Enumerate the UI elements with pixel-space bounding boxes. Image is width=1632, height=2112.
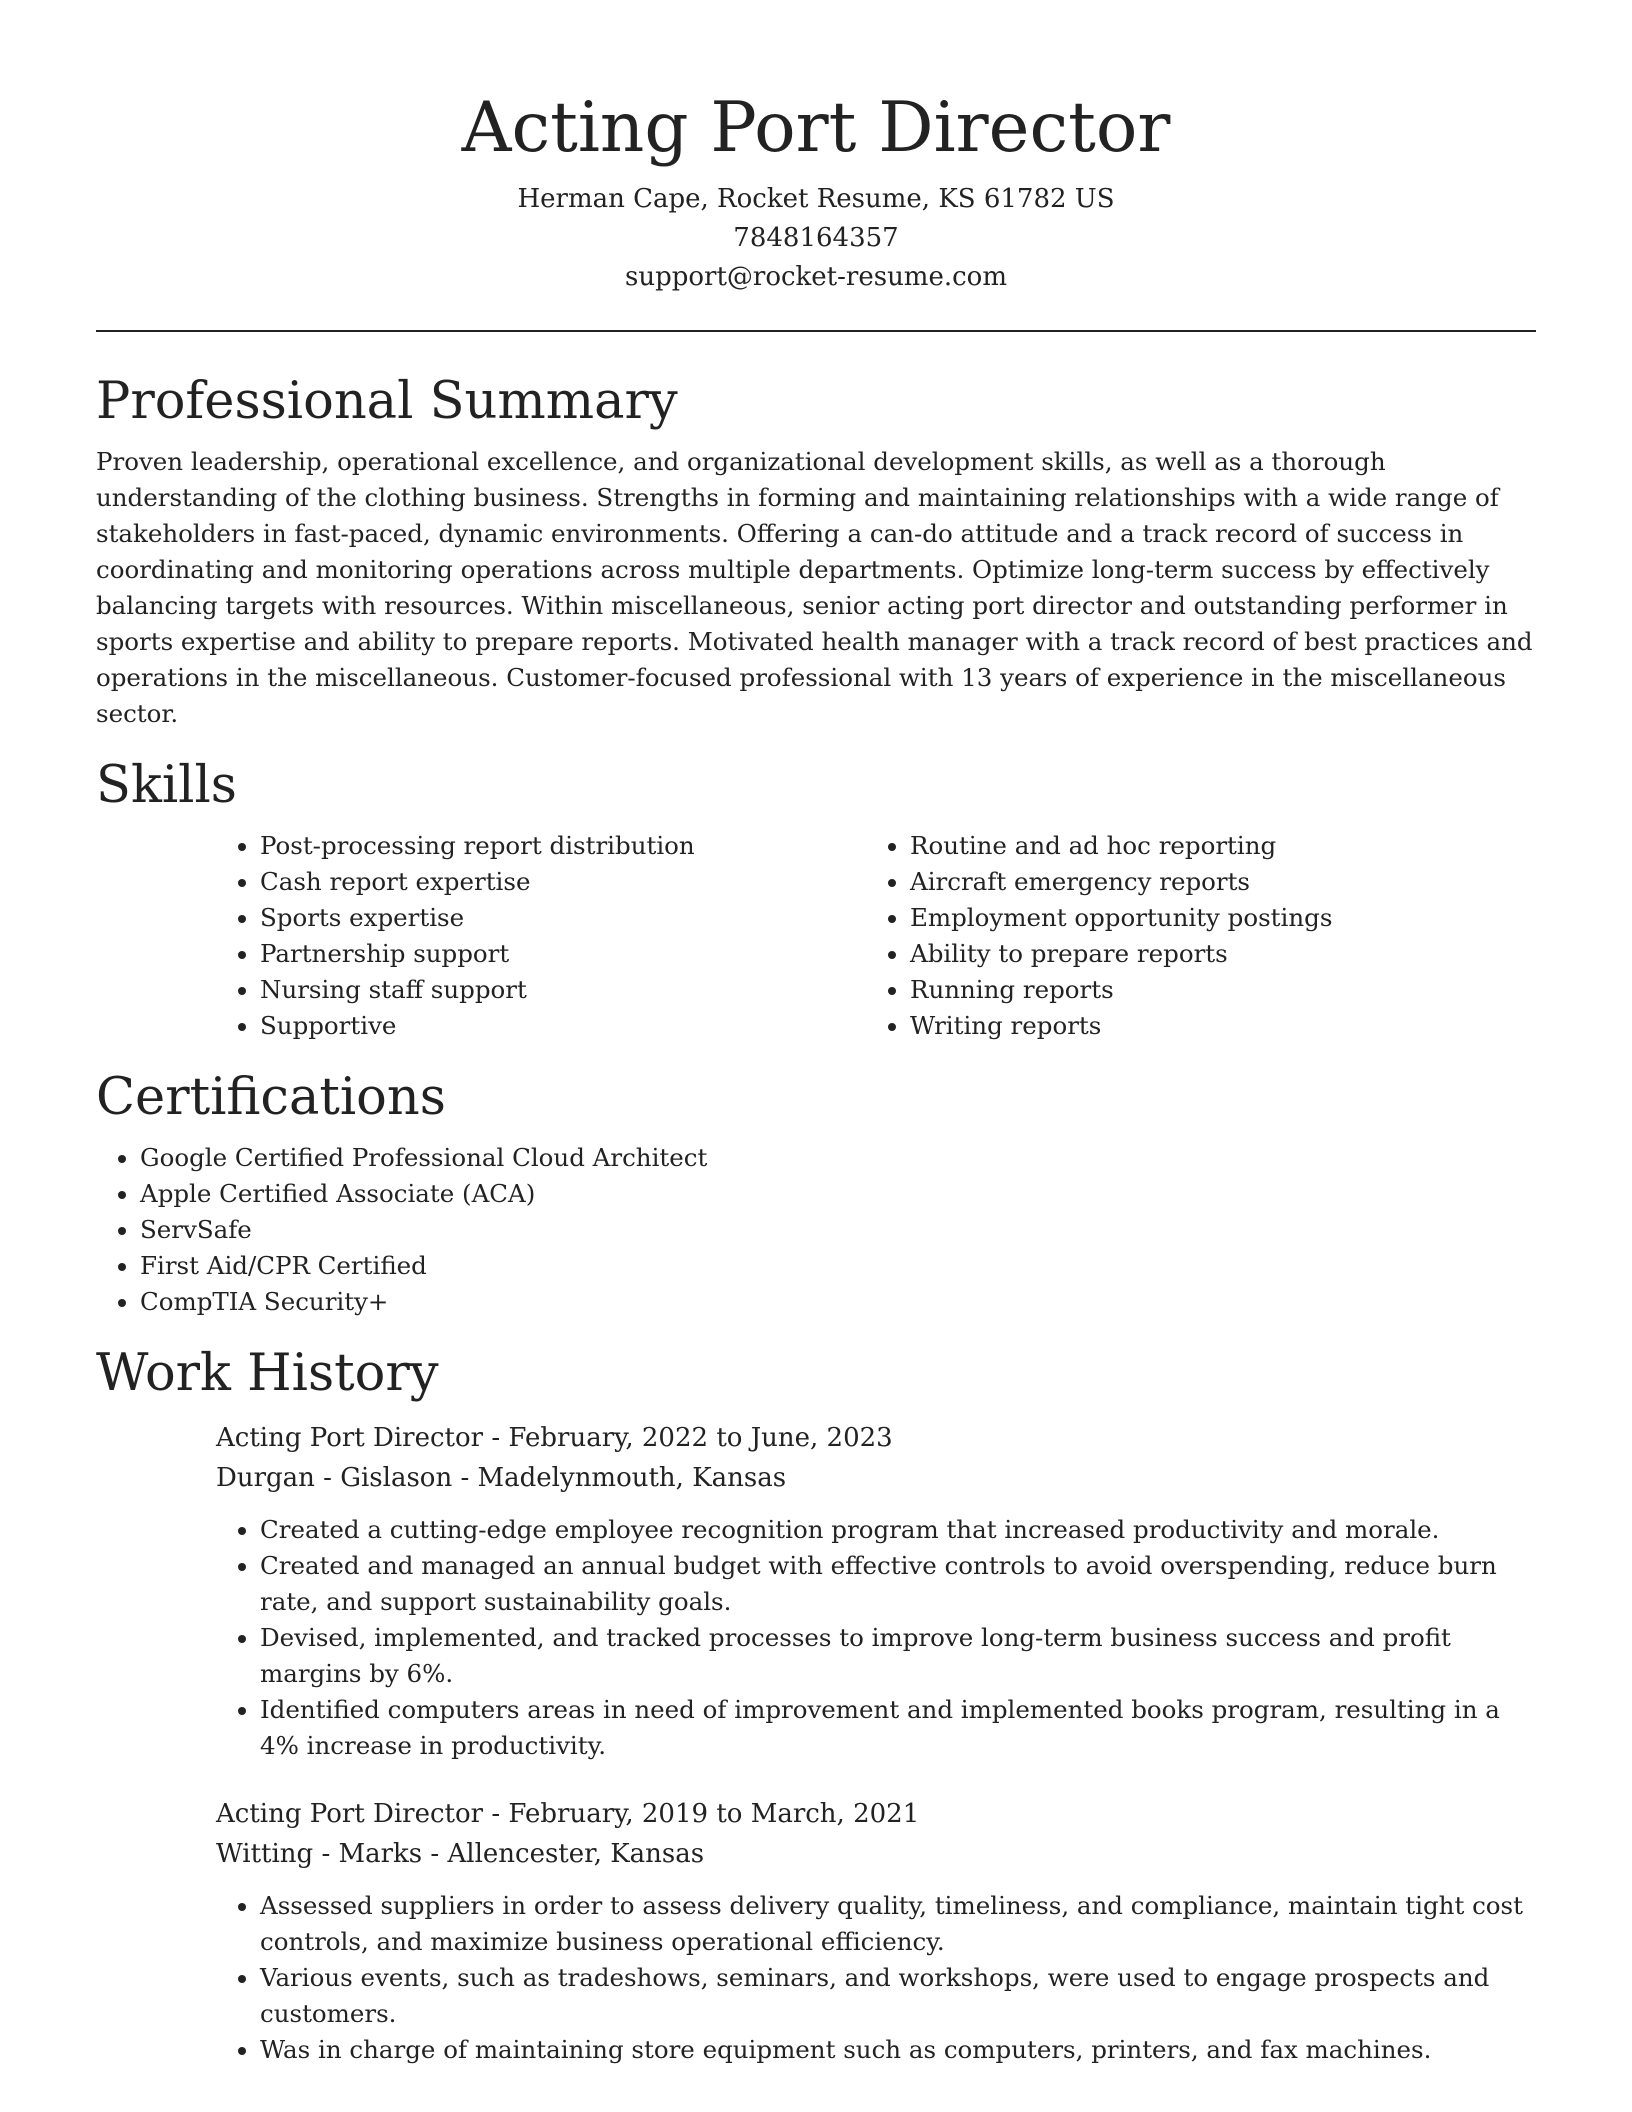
job-title: Acting Port Director bbox=[216, 1799, 484, 1829]
work-history-section bbox=[96, 1342, 1536, 2068]
job-title-line bbox=[216, 1794, 1536, 1834]
resume-header bbox=[96, 0, 1536, 297]
skill-item: • Sports expertise bbox=[260, 900, 866, 936]
skills-grid bbox=[216, 828, 1536, 1044]
certification-item: • ServSafe bbox=[140, 1212, 1536, 1248]
job-duty: • Created and managed an annual budget with effective controls to avoid overspending, reduce burn rate, and support sustainability goals. bbox=[260, 1548, 1536, 1620]
job-duty: • Was in charge of maintaining store equipment such as computers, printers, and fax machines. bbox=[260, 2032, 1536, 2068]
job-duties-list bbox=[216, 1888, 1536, 2068]
header-divider bbox=[96, 330, 1536, 332]
job-duty: • Assessed suppliers in order to assess delivery quality, timeliness, and compliance, maintain tight cost controls, and maximize business operational efficiency. bbox=[260, 1888, 1536, 1960]
job-location: - Madelynmouth, Kansas bbox=[452, 1463, 787, 1493]
certification-item: • CompTIA Security+ bbox=[140, 1284, 1536, 1320]
job-title-line bbox=[216, 1418, 1536, 1458]
job-dates: - February, 2019 to March, 2021 bbox=[483, 1799, 920, 1829]
resume-page bbox=[96, 0, 1536, 2068]
job-dates: - February, 2022 to June, 2023 bbox=[483, 1423, 893, 1453]
job-duties-list bbox=[216, 1512, 1536, 1764]
job-company: Witting - Marks bbox=[216, 1839, 423, 1869]
skills-column-left bbox=[216, 828, 866, 1044]
skills-column-right bbox=[866, 828, 1516, 1044]
summary-title: Professional Summary bbox=[96, 372, 678, 431]
skills-list-right bbox=[866, 828, 1516, 1044]
certification-item: • First Aid/CPR Certified bbox=[140, 1248, 1536, 1284]
skill-item: • Routine and ad hoc reporting bbox=[910, 828, 1516, 864]
certifications-list bbox=[96, 1140, 1536, 1320]
job-duty: • Various events, such as tradeshows, seminars, and workshops, were used to engage prospects and customers. bbox=[260, 1960, 1536, 2032]
skill-item: • Employment opportunity postings bbox=[910, 900, 1516, 936]
skill-item: • Aircraft emergency reports bbox=[910, 864, 1516, 900]
skill-item: • Nursing staff support bbox=[260, 972, 866, 1008]
skill-item: • Running reports bbox=[910, 972, 1516, 1008]
job-entry bbox=[216, 1418, 1536, 1764]
skill-item: • Writing reports bbox=[910, 1008, 1516, 1044]
email-address: support@rocket-resume.com bbox=[624, 262, 1007, 292]
job-company-line bbox=[216, 1458, 1536, 1498]
certification-item: • Apple Certified Associate (ACA) bbox=[140, 1176, 1536, 1212]
certification-item: • Google Certified Professional Cloud Architect bbox=[140, 1140, 1536, 1176]
contact-info bbox=[96, 180, 1536, 297]
skill-item: • Supportive bbox=[260, 1008, 866, 1044]
certifications-section bbox=[96, 1066, 1536, 1320]
skills-section bbox=[96, 754, 1536, 1044]
job-company: Durgan - Gislason bbox=[216, 1463, 453, 1493]
skill-item: • Post-processing report distribution bbox=[260, 828, 866, 864]
job-company-line bbox=[216, 1834, 1536, 1874]
work-history-title: Work History bbox=[96, 1344, 439, 1403]
certifications-title: Certifications bbox=[96, 1068, 446, 1127]
candidate-name: Acting Port Director bbox=[461, 88, 1171, 168]
skill-item: • Cash report expertise bbox=[260, 864, 866, 900]
skills-title: Skills bbox=[96, 756, 237, 815]
address: Herman Cape, Rocket Resume, KS 61782 US bbox=[517, 184, 1115, 214]
summary-text: Proven leadership, operational excellence, and organizational development skills, as well as a thorough understanding of the clothing business. Strengths in forming and maintaining relationships with a wide range of stakeholders in fast-paced, dynamic environments. Offering a can-do attitude and a track record of success in coordinating and monitoring operations across multiple departments. Optimize long-term success by effectively balancing targets with resources. Within miscellaneous, senior acting port director and outstanding performer in sports expertise and ability to prepare reports. Motivated health manager with a track record of best practices and operations in the miscellaneous. Customer-focused professional with 13 years of experience in the miscellaneous sector. bbox=[96, 447, 1533, 728]
job-location: - Allencester, Kansas bbox=[422, 1839, 705, 1869]
job-title: Acting Port Director bbox=[216, 1423, 484, 1453]
job-duty: • Identified computers areas in need of improvement and implemented books program, resulting in a 4% increase in productivity. bbox=[260, 1692, 1536, 1764]
job-duty: • Created a cutting-edge employee recognition program that increased productivity and morale. bbox=[260, 1512, 1536, 1548]
skills-list-left bbox=[216, 828, 866, 1044]
phone-number: 7848164357 bbox=[733, 223, 899, 253]
summary-section bbox=[96, 370, 1536, 732]
job-duty: • Devised, implemented, and tracked processes to improve long-term business success and profit margins by 6%. bbox=[260, 1620, 1536, 1692]
skill-item: • Ability to prepare reports bbox=[910, 936, 1516, 972]
job-entry bbox=[216, 1794, 1536, 2068]
skill-item: • Partnership support bbox=[260, 936, 866, 972]
